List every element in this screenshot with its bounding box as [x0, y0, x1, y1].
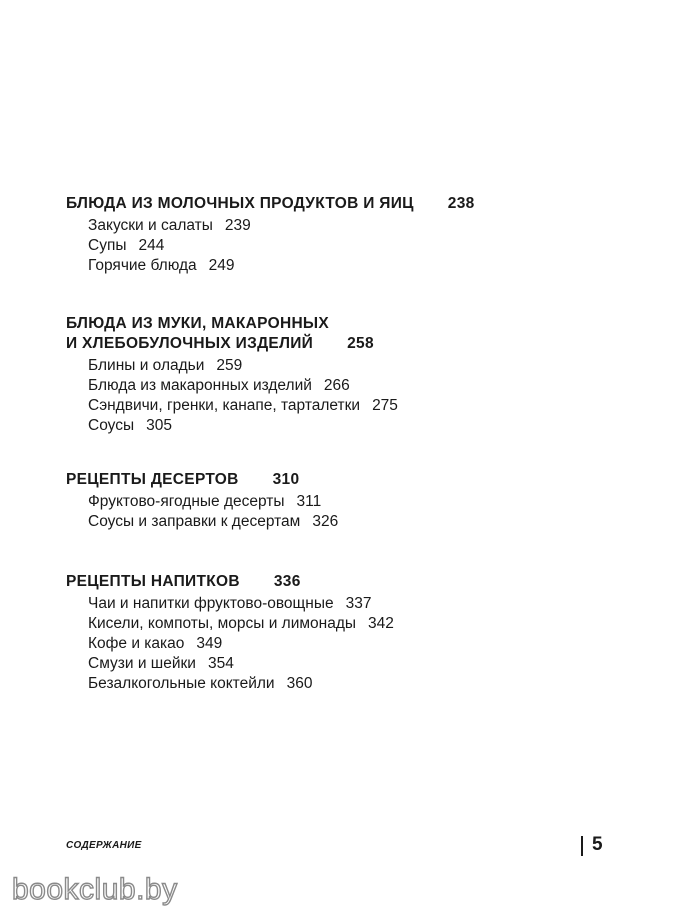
- toc-entry-label: Кисели, компоты, морсы и лимонады: [88, 615, 357, 632]
- toc-entry-list: [88, 216, 475, 276]
- toc-entry: [88, 512, 338, 532]
- toc-entry-label: Безалкогольные коктейли: [88, 675, 275, 692]
- toc-entry-page: 360: [286, 675, 313, 692]
- toc-entry: [88, 216, 475, 236]
- toc-section-title: [66, 470, 338, 490]
- toc-section: [66, 572, 394, 694]
- toc-entry-label: Смузи и шейки: [88, 655, 196, 672]
- toc-entry: [88, 614, 394, 634]
- toc-section-page: 310: [272, 471, 300, 488]
- toc-entry-label: Блины и оладьи: [88, 357, 205, 374]
- toc-section: [66, 314, 398, 436]
- toc-entry-page: 349: [196, 635, 223, 652]
- toc-entry-page: 244: [138, 237, 165, 254]
- toc-entry: [88, 654, 394, 674]
- toc-entry-page: 326: [312, 513, 339, 530]
- toc-entry-page: 266: [323, 377, 350, 394]
- toc-entry: [88, 594, 394, 614]
- toc-entry-list: [88, 492, 338, 532]
- toc-section-page: 238: [447, 195, 475, 212]
- toc-entry: [88, 256, 475, 276]
- toc-entry-label: Фруктово-ягодные десерты: [88, 493, 285, 510]
- toc-section-page: 336: [273, 573, 301, 590]
- toc-entry-label: Чаи и напитки фруктово-овощные: [88, 595, 334, 612]
- toc-entry: [88, 236, 475, 256]
- toc-entry-label: Кофе и какао: [88, 635, 185, 652]
- toc-section-title-text: БЛЮДА ИЗ МОЛОЧНЫХ ПРОДУКТОВ И ЯИЦ: [66, 195, 414, 212]
- toc-entry-page: 249: [208, 257, 235, 274]
- running-footer-label: СОДЕРЖАНИЕ: [66, 840, 142, 851]
- toc-entry: [88, 634, 394, 654]
- toc-section-title: [66, 314, 398, 354]
- folio-divider: [581, 836, 583, 856]
- toc-entry-page: 311: [296, 493, 322, 510]
- toc-entry-label: Соусы и заправки к десертам: [88, 513, 301, 530]
- toc-entry: [88, 356, 398, 376]
- toc-section-title: [66, 194, 475, 214]
- toc-entry-page: 275: [372, 397, 398, 414]
- toc-section-page: 258: [347, 335, 374, 352]
- toc-entry-label: Сэндвичи, гренки, канапе, тарталетки: [88, 397, 361, 414]
- toc-entry-list: [88, 356, 398, 436]
- toc-entry-label: Супы: [88, 237, 127, 254]
- toc-section-title-text: И ХЛЕБОБУЛОЧНЫХ ИЗДЕЛИЙ: [66, 335, 314, 352]
- toc-section-title: [66, 572, 394, 592]
- toc-entry-label: Блюда из макаронных изделий: [88, 377, 312, 394]
- toc-section: [66, 470, 338, 532]
- toc-entry-page: 354: [207, 655, 234, 672]
- toc-section-title-text: РЕЦЕПТЫ НАПИТКОВ: [66, 573, 240, 590]
- toc-entry-list: [88, 594, 394, 694]
- toc-entry-page: 337: [345, 595, 372, 612]
- toc-entry-page: 239: [224, 217, 251, 234]
- toc-entry-page: 342: [368, 615, 394, 632]
- toc-entry: [88, 416, 398, 436]
- toc-entry: [88, 396, 398, 416]
- toc-entry-page: 259: [216, 357, 243, 374]
- toc-entry-label: Закуски и салаты: [88, 217, 213, 234]
- toc-entry: [88, 492, 338, 512]
- toc-section: [66, 194, 475, 276]
- toc-section-title-text: БЛЮДА ИЗ МУКИ, МАКАРОННЫХ: [66, 315, 330, 332]
- page-number: 5: [592, 834, 603, 855]
- toc-section-title-text: РЕЦЕПТЫ ДЕСЕРТОВ: [66, 471, 239, 488]
- toc-entry-label: Горячие блюда: [88, 257, 197, 274]
- toc-entry: [88, 674, 394, 694]
- watermark: bookclub.by: [12, 873, 178, 906]
- toc-entry-label: Соусы: [88, 417, 135, 434]
- toc-entry-page: 305: [146, 417, 172, 434]
- toc-entry: [88, 376, 398, 396]
